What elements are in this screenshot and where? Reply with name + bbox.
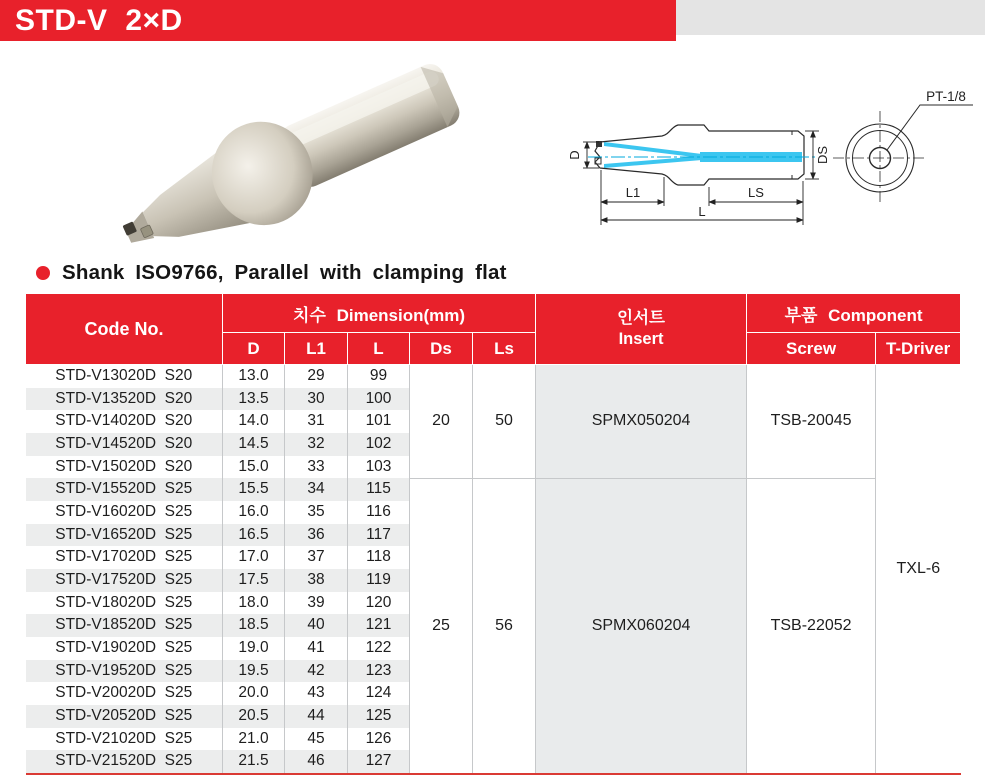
cell-ls: 50: [473, 365, 536, 479]
spec-row: [26, 365, 961, 388]
cell-code: STD-V15020D S20: [26, 456, 223, 479]
cell-code: STD-V21020D S25: [26, 728, 223, 751]
cell-code: STD-V17020D S25: [26, 546, 223, 569]
cell-code: STD-V13520D S20: [26, 388, 223, 411]
drill-body-photo: [105, 50, 472, 255]
cell-l: 126: [348, 728, 410, 751]
cell-code: STD-V15520D S25: [26, 478, 223, 501]
thread-label: PT-1/8: [926, 89, 966, 104]
cell-l1: 35: [285, 501, 348, 524]
cell-l1: 44: [285, 705, 348, 728]
cell-l: 125: [348, 705, 410, 728]
cell-l: 123: [348, 660, 410, 683]
cell-code: STD-V18520D S25: [26, 614, 223, 637]
cell-l: 122: [348, 637, 410, 660]
spec-table-head: [26, 294, 961, 365]
cell-l: 116: [348, 501, 410, 524]
cell-l1: 31: [285, 410, 348, 433]
cell-code: STD-V13020D S20: [26, 365, 223, 388]
col-header-l: L: [348, 333, 410, 365]
cell-code: STD-V17520D S25: [26, 569, 223, 592]
cell-d: 18.0: [223, 592, 285, 615]
cell-l: 100: [348, 388, 410, 411]
cell-d: 13.0: [223, 365, 285, 388]
cell-code: STD-V20520D S25: [26, 705, 223, 728]
shank-note: [36, 261, 507, 285]
col-header-ds: Ds: [410, 333, 473, 365]
dim-label-ds: DS: [815, 145, 830, 165]
cell-l: 127: [348, 750, 410, 774]
cell-d: 20.5: [223, 705, 285, 728]
cell-l1: 37: [285, 546, 348, 569]
cell-l: 121: [348, 614, 410, 637]
cell-l1: 36: [285, 524, 348, 547]
cell-d: 15.5: [223, 478, 285, 501]
cell-d: 14.0: [223, 410, 285, 433]
cell-code: STD-V14020D S20: [26, 410, 223, 433]
cell-d: 17.5: [223, 569, 285, 592]
dim-label-l1: L1: [625, 185, 641, 200]
cell-d: 15.0: [223, 456, 285, 479]
cell-code: STD-V16020D S25: [26, 501, 223, 524]
cell-tdriver: TXL-6: [876, 365, 961, 774]
col-group-component: 부품 Component: [747, 294, 961, 333]
spec-table-wrap: [25, 293, 960, 775]
coolant-channel-upper: [604, 142, 702, 158]
cell-screw: TSB-22052: [747, 478, 876, 774]
cell-l: 115: [348, 478, 410, 501]
cell-l1: 46: [285, 750, 348, 774]
cell-l: 101: [348, 410, 410, 433]
title-bar-gray-strip: [676, 0, 985, 35]
col-header-tdriver: T-Driver: [876, 333, 961, 365]
cell-code: STD-V18020D S25: [26, 592, 223, 615]
cell-l: 117: [348, 524, 410, 547]
col-header-l1: L1: [285, 333, 348, 365]
bullet-icon: [36, 266, 50, 280]
insert-label-kr: 인서트: [617, 309, 665, 328]
cell-code: STD-V16520D S25: [26, 524, 223, 547]
dim-label-l: L: [698, 204, 706, 219]
cell-l1: 34: [285, 478, 348, 501]
cell-d: 13.5: [223, 388, 285, 411]
cell-l1: 45: [285, 728, 348, 751]
cell-code: STD-V21520D S25: [26, 750, 223, 774]
cell-code: STD-V19020D S25: [26, 637, 223, 660]
cell-l1: 32: [285, 433, 348, 456]
page-title: STD-V 2×D: [15, 4, 183, 37]
cell-l1: 29: [285, 365, 348, 388]
dim-label-d: D: [567, 150, 582, 160]
cell-l: 124: [348, 682, 410, 705]
cell-d: 17.0: [223, 546, 285, 569]
shank-note-text: Shank ISO9766, Parallel with clamping flat: [62, 261, 507, 284]
cell-l: 103: [348, 456, 410, 479]
product-photo: [105, 50, 485, 255]
cell-d: 16.5: [223, 524, 285, 547]
spec-table: [25, 293, 961, 775]
insert-label-en: Insert: [618, 330, 664, 348]
cell-d: 16.0: [223, 501, 285, 524]
cell-insert: SPMX050204: [536, 365, 747, 479]
spec-row: [26, 478, 961, 501]
col-header-code: Code No.: [26, 294, 223, 365]
cell-l1: 33: [285, 456, 348, 479]
cell-d: 20.0: [223, 682, 285, 705]
cell-code: STD-V20020D S25: [26, 682, 223, 705]
col-header-screw: Screw: [747, 333, 876, 365]
cell-l1: 43: [285, 682, 348, 705]
cell-screw: TSB-20045: [747, 365, 876, 479]
cell-ds: 25: [410, 478, 473, 774]
cell-code: STD-V14520D S20: [26, 433, 223, 456]
spec-table-body: [26, 365, 961, 774]
cell-d: 18.5: [223, 614, 285, 637]
title-bar: [0, 0, 676, 41]
cell-code: STD-V19520D S25: [26, 660, 223, 683]
col-header-d: D: [223, 333, 285, 365]
cell-d: 19.0: [223, 637, 285, 660]
cell-l1: 41: [285, 637, 348, 660]
cell-d: 21.0: [223, 728, 285, 751]
cell-d: 14.5: [223, 433, 285, 456]
cell-ls: 56: [473, 478, 536, 774]
cell-d: 19.5: [223, 660, 285, 683]
cell-d: 21.5: [223, 750, 285, 774]
cell-l1: 42: [285, 660, 348, 683]
cell-l: 102: [348, 433, 410, 456]
cell-l1: 30: [285, 388, 348, 411]
cell-l: 120: [348, 592, 410, 615]
col-group-dimension: 치수 Dimension(mm): [223, 294, 536, 333]
col-header-insert: [536, 294, 747, 365]
dim-label-ls: LS: [748, 185, 764, 200]
cell-l1: 40: [285, 614, 348, 637]
cell-l1: 38: [285, 569, 348, 592]
cell-insert: SPMX060204: [536, 478, 747, 774]
cell-l: 119: [348, 569, 410, 592]
cell-l: 118: [348, 546, 410, 569]
cell-l1: 39: [285, 592, 348, 615]
col-header-ls: Ls: [473, 333, 536, 365]
cell-l: 99: [348, 365, 410, 388]
coolant-channel-lower: [604, 156, 702, 168]
technical-drawing: [552, 75, 985, 245]
cell-ds: 20: [410, 365, 473, 479]
